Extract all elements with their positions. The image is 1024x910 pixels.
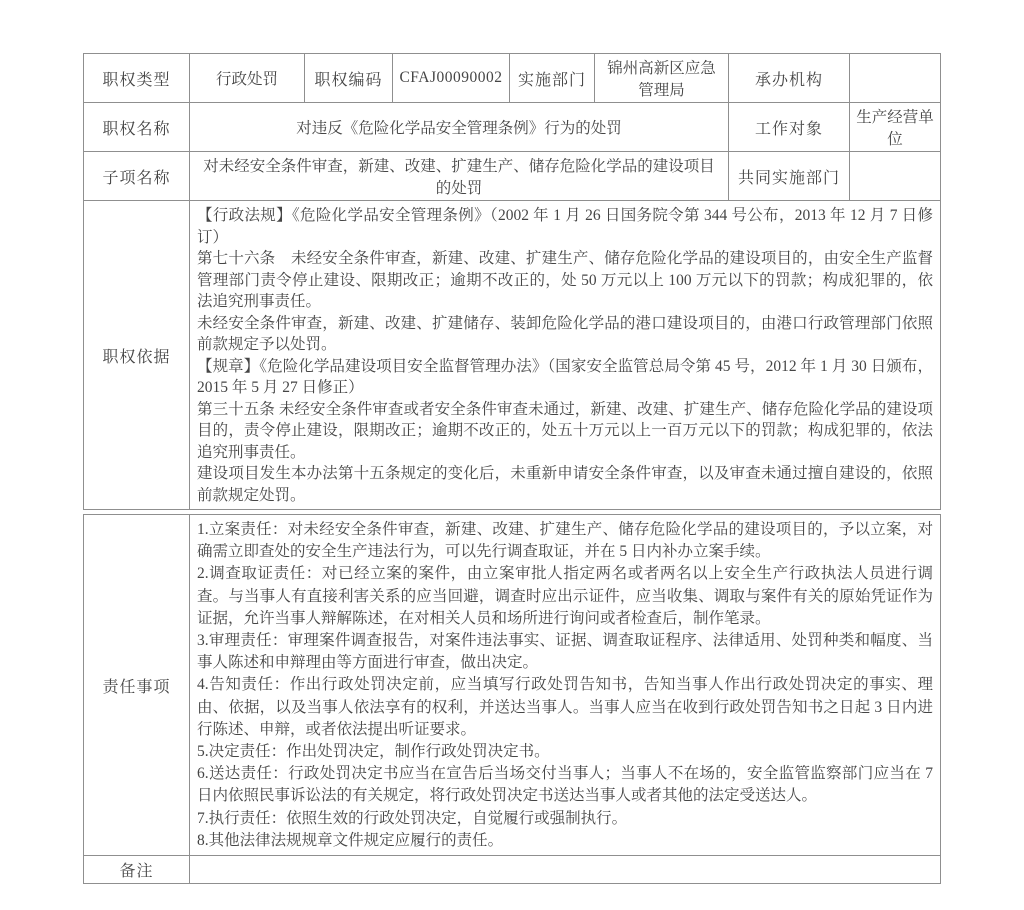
authority-basis-paragraphs [197, 205, 933, 506]
work-target-value: 生产经营单位 [850, 103, 941, 152]
table-row-remark [84, 856, 941, 884]
subitem-label: 子项名称 [84, 152, 190, 201]
paragraph: 8.其他法律法规规章文件规定应履行的责任。 [197, 831, 504, 849]
joint-dept-value [850, 152, 941, 201]
joint-dept-label: 共同实施部门 [729, 152, 850, 201]
table-row-basis [84, 201, 941, 510]
paragraph: 5.决定责任：作出处罚决定，制作行政处罚决定书。 [197, 743, 550, 761]
paragraph: 第三十五条 未经安全条件审查或者安全条件审查未通过，新建、改建、扩建生产、储存危险化学品的建设项目的，责令停止建设，限期改正；逾期不改正的，处五十万元以上一百万元以下的罚款；构成犯罪的，依法追究刑事责任。 [197, 400, 933, 461]
power-name-value: 对违反《危险化学品安全管理条例》行为的处罚 [190, 103, 729, 152]
table-row-power-name [84, 103, 941, 152]
handling-org-value [850, 54, 941, 103]
paragraph: 1.立案责任：对未经安全条件审查，新建、改建、扩建生产、储存危险化学品的建设项目的，予以立案，对确需立即查处的安全生产违法行为，可以先行调查取证，并在 5 日内补办立案手续。 [197, 521, 933, 561]
table-row-subitem [84, 152, 941, 201]
paragraph: 【行政法规】《危险化学品安全管理条例》（2002 年 1 月 26 日国务院令第 344 号公布，2013 年 12 月 7 日修订） [197, 207, 933, 246]
remark-value [190, 856, 941, 884]
paragraph: 建设项目发生本办法第十五条规定的变化后，未重新申请安全条件审查，以及审查未通过擅自建设的，依照前款规定处罚。 [197, 465, 933, 504]
implement-dept-value: 锦州高新区应急管理局 [595, 54, 729, 103]
responsibility-content [190, 515, 941, 856]
implement-dept-label: 实施部门 [510, 54, 595, 103]
paragraph: 2.调查取证责任：对已经立案的案件，由立案审批人指定两名或者两名以上安全生产行政执法人员进行调查。与当事人有直接利害关系的应当回避，调查时应出示证件，应当收集、调取与案件有关的原始凭证作为证据，允许当事人辩解陈述，在对相关人员和场所进行询问或者检查后，制作笔录。 [197, 565, 933, 627]
paragraph: 【规章】《危险化学品建设项目安全监督管理办法》（国家安全监管总局令第 45 号，2012 年 1 月 30 日颁布，2015 年 5 月 27 日修正） [197, 357, 933, 396]
power-code-label: 职权编码 [305, 54, 393, 103]
power-type-value: 行政处罚 [190, 54, 305, 103]
authority-table [83, 53, 940, 884]
authority-table-lower [83, 514, 941, 884]
power-name-label: 职权名称 [84, 103, 190, 152]
paragraph: 第七十六条 未经安全条件审查，新建、改建、扩建生产、储存危险化学品的建设项目的，由安全生产监督管理部门责令停止建设、限期改正；逾期不改正的，处 50 万元以上 100 万元以下的罚款；构成犯罪的，依法追究刑事责任。 [197, 250, 933, 310]
responsibility-label: 责任事项 [84, 515, 190, 856]
handling-org-label: 承办机构 [729, 54, 850, 103]
authority-table-upper [83, 53, 941, 510]
responsibility-paragraphs [197, 519, 933, 852]
paragraph: 6.送达责任：行政处罚决定书应当在宣告后当场交付当事人；当事人不在场的，安全监管监察部门应当在 7 日内依照民事诉讼法的有关规定，将行政处罚决定书送达当事人或者其他的法定受送达人。 [197, 765, 933, 805]
paragraph: 3.审理责任：审理案件调查报告，对案件违法事实、证据、调查取证程序、法律适用、处罚种类和幅度、当事人陈述和申辩理由等方面进行审查，做出决定。 [197, 632, 933, 672]
subitem-value: 对未经安全条件审查，新建、改建、扩建生产、储存危险化学品的建设项目的处罚 [190, 152, 729, 201]
table-row-responsibility [84, 515, 941, 856]
power-type-label: 职权类型 [84, 54, 190, 103]
authority-basis-content [190, 201, 941, 510]
paragraph: 未经安全条件审查，新建、改建、扩建储存、装卸危险化学品的港口建设项目的，由港口行政管理部门依照前款规定予以处罚。 [197, 314, 933, 353]
power-code-value: CFAJ00090002 [393, 54, 510, 103]
authority-basis-label: 职权依据 [84, 201, 190, 510]
remark-label: 备注 [84, 856, 190, 884]
paragraph: 4.告知责任：作出行政处罚决定前，应当填写行政处罚告知书，告知当事人作出行政处罚决定的事实、理由、依据，以及当事人依法享有的权利，并送达当事人。当事人应当在收到行政处罚告知书之日起 3 日内进行陈述、申辩，或者依法提出听证要求。 [197, 676, 933, 738]
paragraph: 7.执行责任：依照生效的行政处罚决定，自觉履行或强制执行。 [197, 809, 628, 827]
work-target-label: 工作对象 [729, 103, 850, 152]
table-row-header [84, 54, 941, 103]
